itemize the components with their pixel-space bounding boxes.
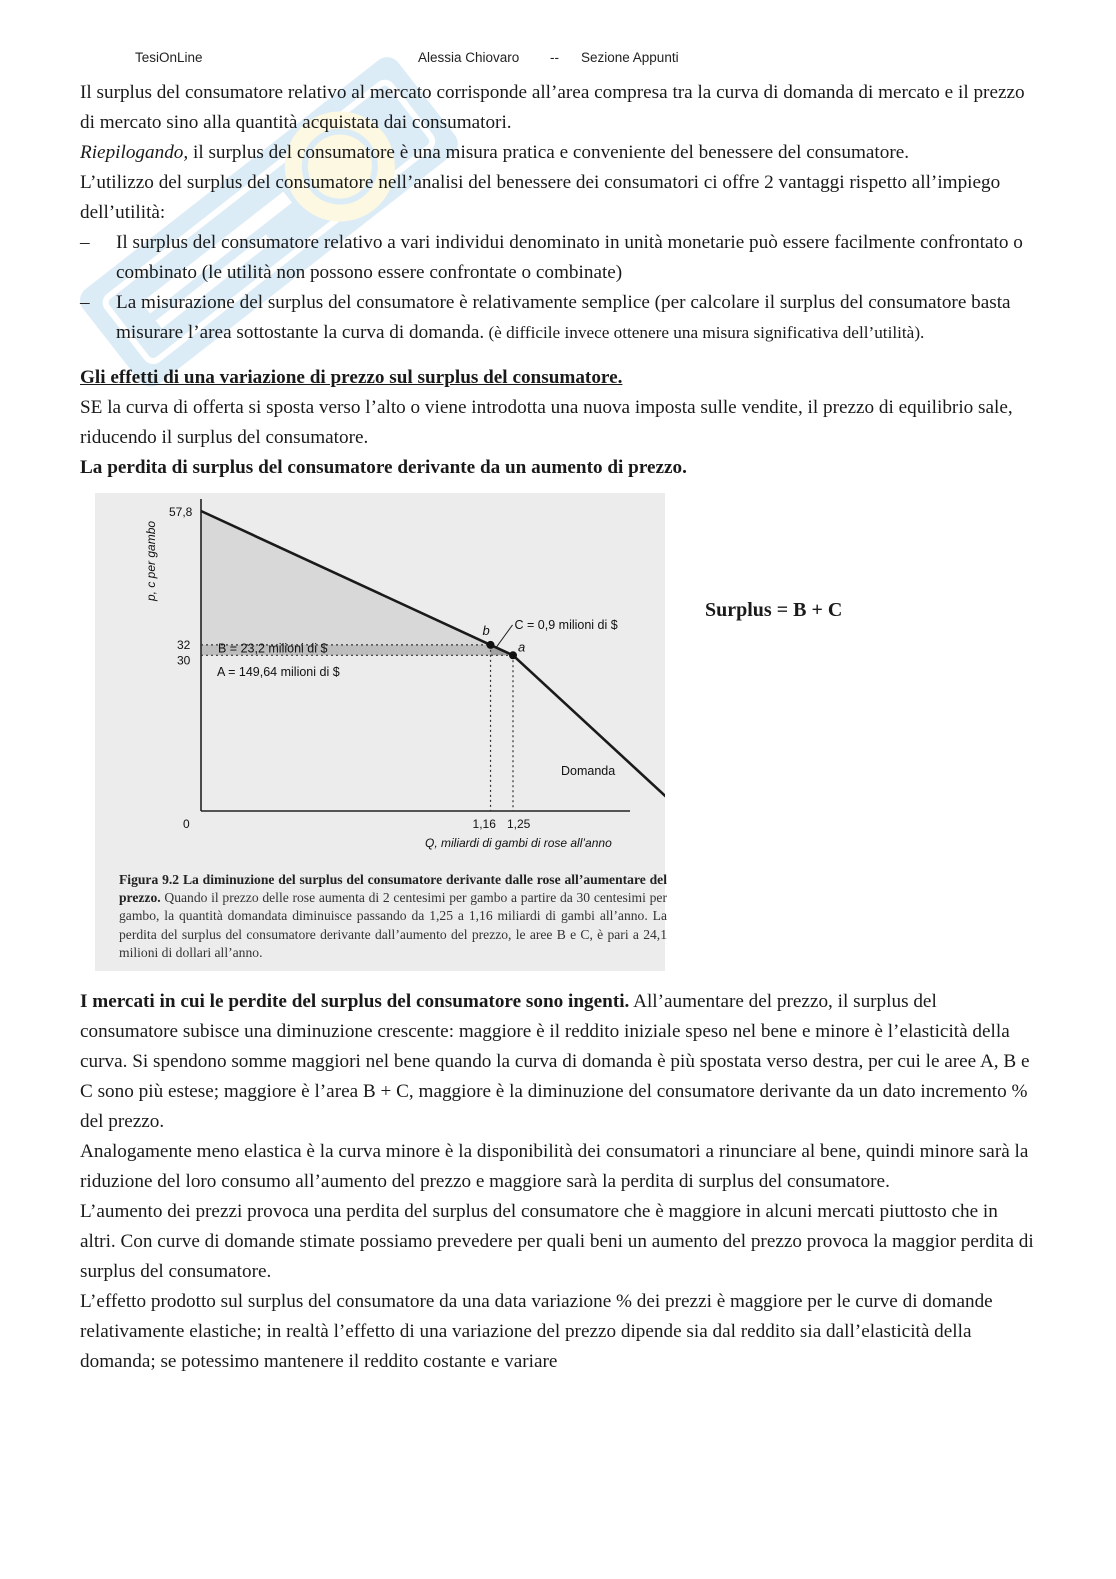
annotation-b: B = 23,2 milioni di $ [218,641,328,656]
header-site: TesiOnLine [135,50,203,65]
y-tick-32: 32 [177,637,191,652]
intro-paragraph-1: Il surplus del consumatore relativo al mercato corrisponde all’area compresa tra la curva di domanda di mercato e il prezzo di mercato sino alla quantità acquistata dai consumatori. [80,82,1025,133]
section2-paragraph-1-text: All’aumentare del prezzo, il surplus del consumatore subisce una diminuzione crescente: maggiore è il reddito iniziale speso nel bene e minore è l’elasticità della curva. Si spendono somme maggiori nel bene quando la curva di domanda è più spostata verso destra, per cui le aree A, B e C sono più estese; maggiore è l’area B + C, maggiore è la diminuzione del consumatore derivante da un dato incremento % del prezzo. [80,991,1030,1132]
section2-heading: I mercati in cui le perdite del surplus del consumatore sono ingenti. [80,991,630,1012]
y-tick-30: 30 [177,653,191,668]
figure-row [80,493,1035,975]
intro-paragraph-2 [80,138,1035,168]
intro-paragraph-3: L’utilizzo del surplus del consumatore nell’analisi del benessere dei consumatori ci offre 2 vantaggi rispetto all’impiego dell’utilità: [80,172,1001,223]
page-header [0,50,1116,70]
y-axis-label: p, c per gambo [144,520,158,601]
caption-text: Quando il prezzo delle rose aumenta di 2 centesimi per gambo a partire da 30 centesimi per gambo, la quantità domandata diminuisce passando da 1,25 a 1,16 miliardi di gambi all’anno. La perdita del surplus del consumatore derivante dall’aumento del prezzo, le aree B e C, è pari a 24,1 milioni di dollari all’anno. [119,890,667,960]
figure-caption [119,871,667,962]
intro-italic-lead: Riepilogando, [80,142,189,163]
section2-paragraph-3: L’aumento dei prezzi provoca una perdita del surplus del consumatore che è maggiore in alcuni mercati piuttosto che in altri. Con curve di domande stimate possiamo prevedere per quali beni un aumento del prezzo provoca la maggior perdita di surplus del consumatore. [80,1201,1034,1282]
annotation-a: A = 149,64 milioni di $ [217,665,340,679]
demand-chart [95,493,665,868]
x-axis-label: Q, miliardi di gambi di rose all’anno [425,836,612,850]
point-b [487,641,495,649]
point-b-label: b [482,622,490,638]
section2-paragraph-4: L’effetto prodotto sul surplus del consumatore da una data variazione % dei prezzi è maggiore per le curve di domande relativamente elastiche; in realtà l’effetto di una variazione del prezzo dipende sia dal reddito sia dall’elasticità della domanda; se potessimo mantenere il reddito costante e variare [80,1291,993,1372]
caption-label: Figura 9.2 [119,872,180,887]
header-separator: -- [550,50,559,65]
bullet-dash: – [80,292,90,313]
caption-title: La diminuzione del surplus del consumatore derivante dalle rose all’aumentare del prezzo. [119,872,667,906]
bullet-text-2: La misurazione del surplus del consumatore è relativamente semplice (per calcolare il surplus del consumatore basta misurare l’area sottostante la curva di domanda. [116,292,1011,343]
demand-label: Domanda [561,764,616,778]
section1-body: SE la curva di offerta si sposta verso l’alto o viene introdotta una nuova imposta sulle vendite, il prezzo di equilibrio sale, riducendo il surplus del consumatore. [80,397,1013,448]
origin-label: 0 [183,817,190,831]
bullet-dash: – [80,232,90,253]
section-heading-price-effects: Gli effetti di una variazione di prezzo sul surplus del consumatore. [80,367,623,388]
annotation-c: C = 0,9 milioni di $ [514,617,618,632]
bullet-item-1 [80,228,1035,288]
point-a [509,651,517,659]
header-author: Alessia Chiovaro [418,50,520,65]
section2-paragraph-1 [80,987,1035,1137]
header-section: Sezione Appunti [581,50,679,65]
point-a-label: a [518,639,526,655]
annotation-c-leader [497,625,513,647]
bullet-item-2 [80,288,1035,348]
surplus-formula: Surplus = B + C [705,599,843,621]
section2-paragraph-2: Analogamente meno elastica è la curva minore è la disponibilità dei consumatori a rinunciare al bene, quindi minore sarà la riduzione del loro consumo all’aumento del prezzo e maggiore sarà la perdita di surplus del consumatore. [80,1141,1029,1192]
figure-title: La perdita di surplus del consumatore derivante da un aumento di prezzo. [80,457,687,478]
bullet-text-2-small: (è difficile invece ottenere una misura significativa dell’utilità). [484,323,925,342]
document-body [80,78,1035,1377]
x-tick-1-25: 1,25 [507,817,531,831]
figure-scan [95,493,665,971]
x-tick-1-16: 1,16 [472,817,496,831]
intro-paragraph-2-text: il surplus del consumatore è una misura pratica e conveniente del benessere del consumatore. [188,142,910,163]
bullet-text-1: Il surplus del consumatore relativo a vari individui denominato in unità monetarie può essere facilmente confrontato o combinato (le utilità non possono essere confrontate o combinate) [116,232,1023,283]
y-tick-57-8: 57,8 [169,505,193,519]
